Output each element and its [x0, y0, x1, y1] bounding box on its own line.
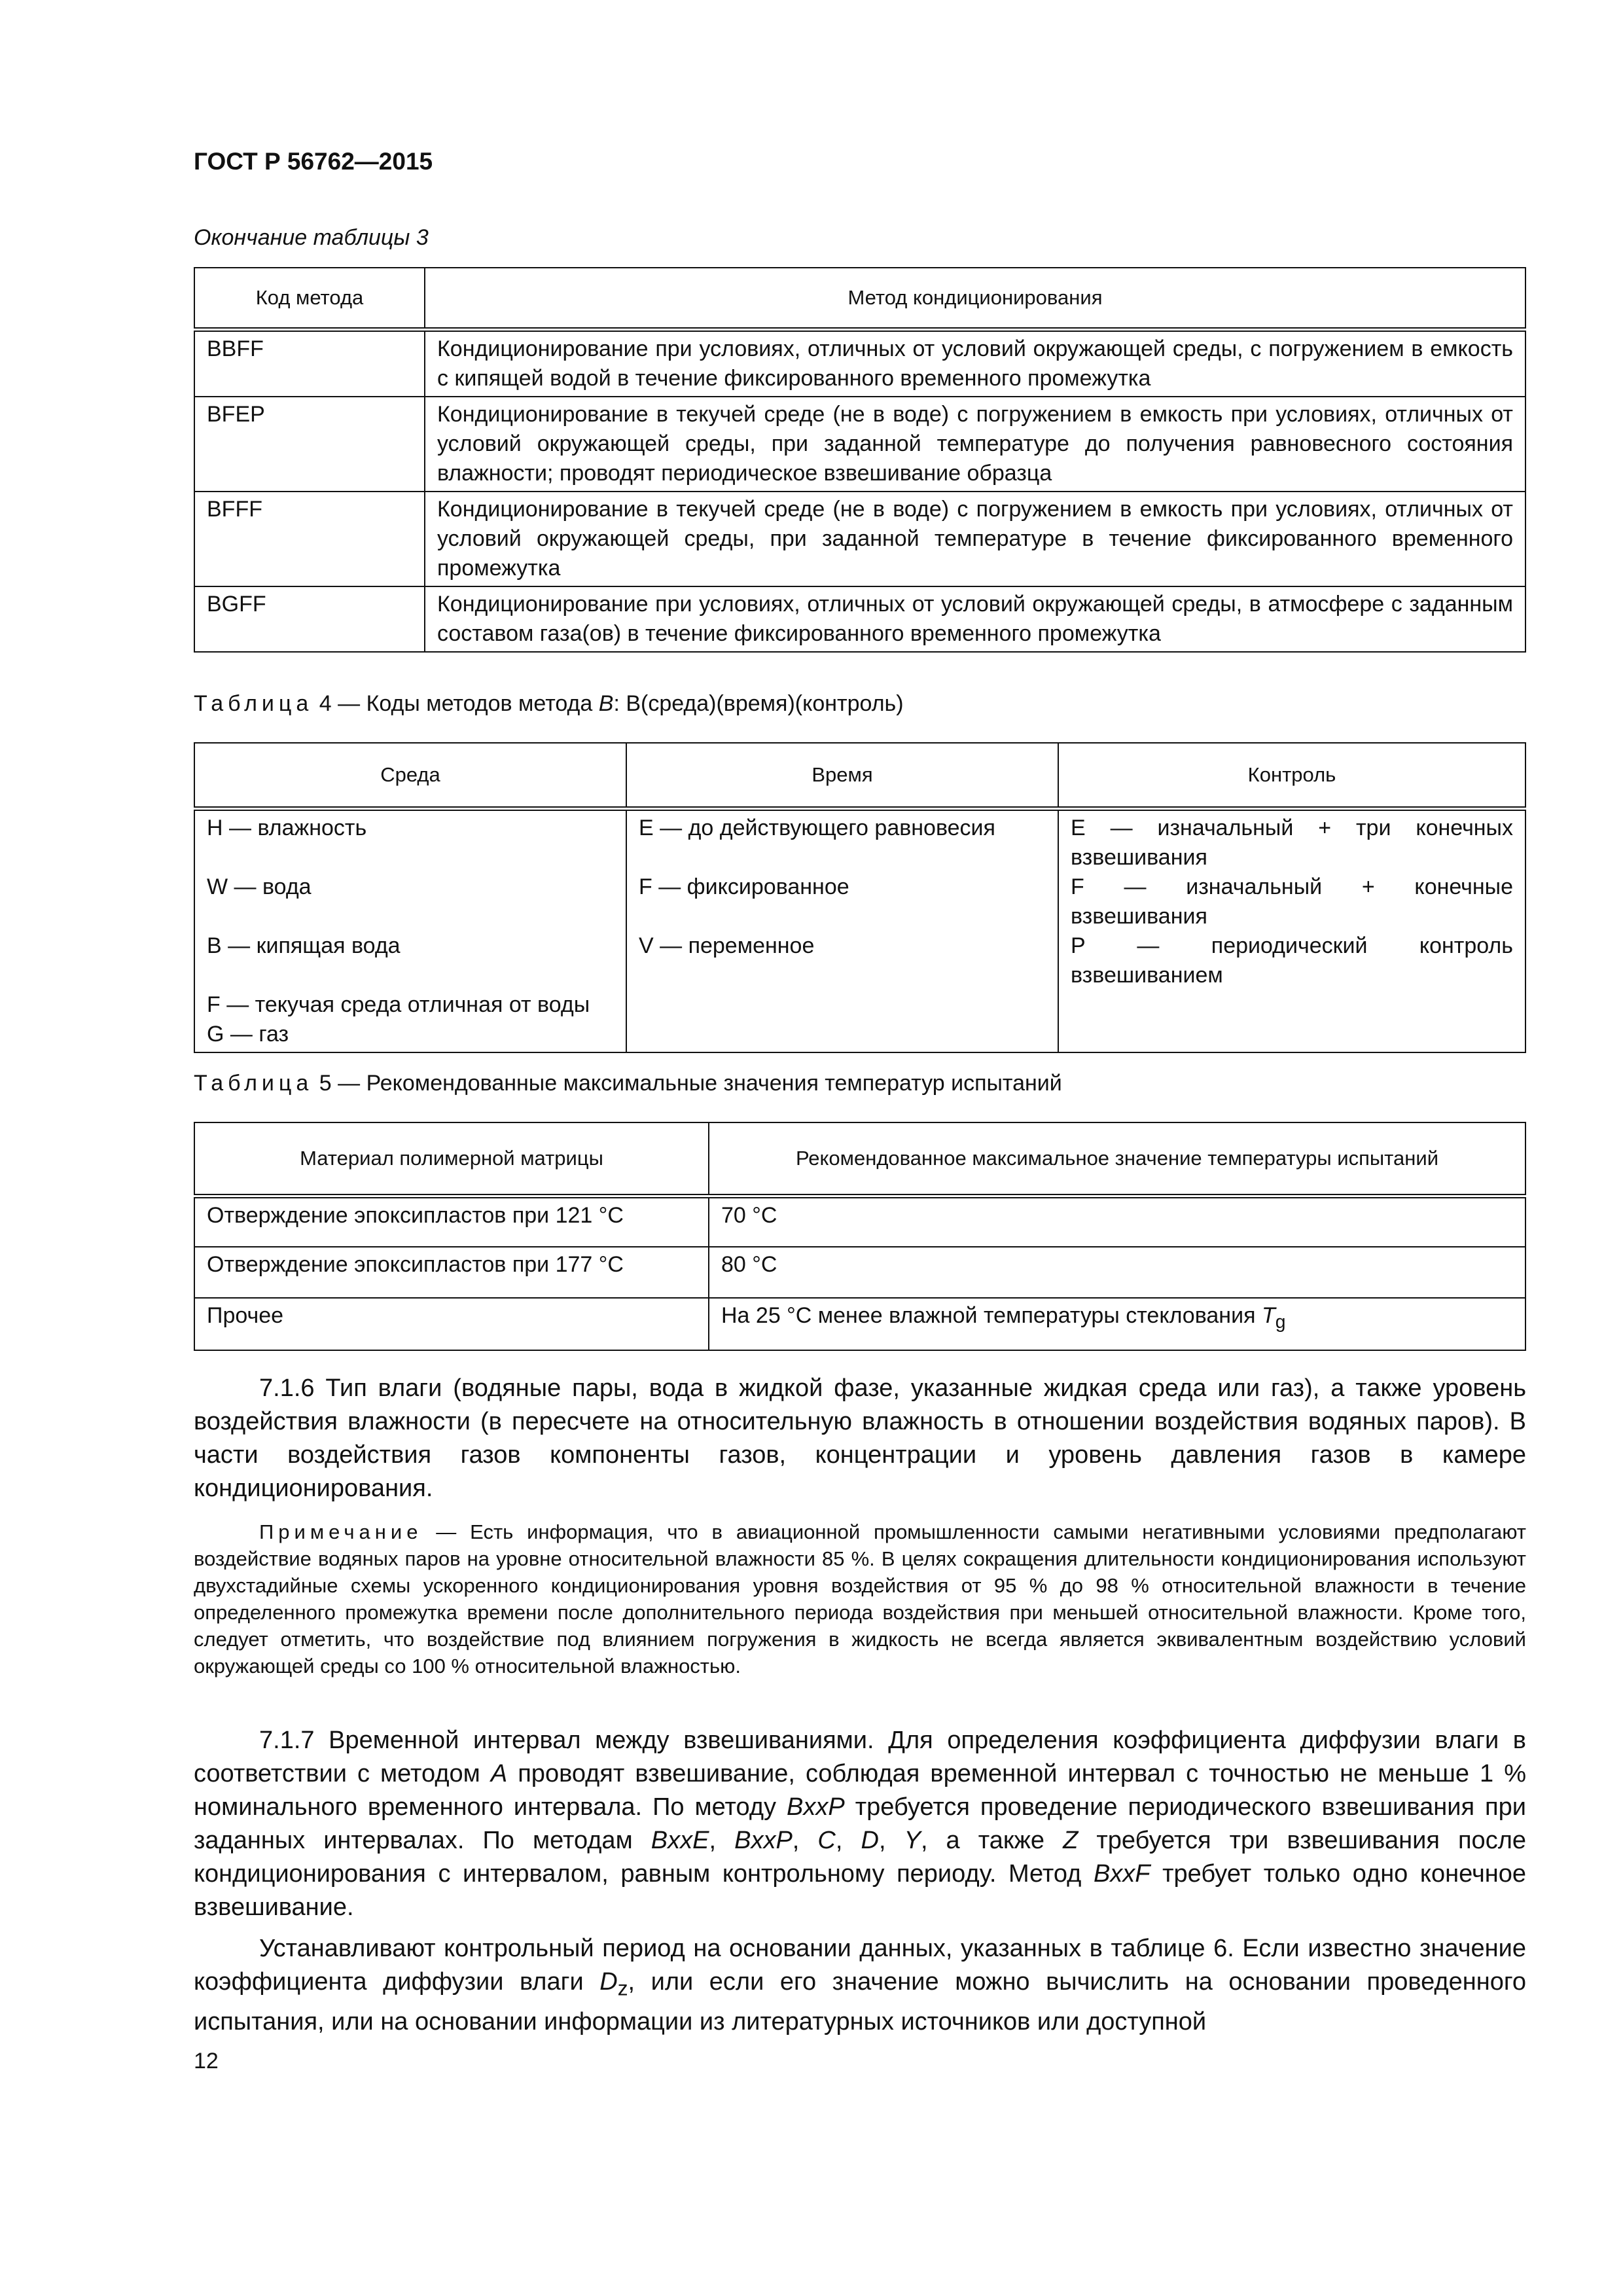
standard-code: ГОСТ Р 56762—2015: [194, 148, 433, 175]
medium-item: H — влажность: [207, 815, 367, 840]
table4-caption: [194, 691, 904, 717]
table-row: [194, 1298, 1525, 1350]
table3-desc: Кондиционирование при условиях, отличных от условий окружающей среды, в атмосфере с заданным составом газа(ов) в течение фиксированного временного промежутка: [425, 586, 1525, 652]
table-4: [194, 742, 1526, 1053]
table3-header-method: Метод кондиционирования: [425, 268, 1525, 329]
control-item: E — изначальный + три конечных взвешивания: [1071, 815, 1513, 870]
table3-code: BGFF: [194, 586, 425, 652]
table5-title: — Рекомендованные максимальные значения температур испытаний: [331, 1071, 1062, 1096]
table5-temp: 70 °С: [709, 1196, 1525, 1247]
table-row: [194, 1196, 1525, 1247]
table3-desc: Кондиционирование при условиях, отличных от условий окружающей среды, с погружением в емкость с кипящей водой в течение фиксированного временного промежутка: [425, 329, 1525, 397]
table5-header-material: Материал полимерной матрицы: [194, 1122, 709, 1196]
table-row: [194, 586, 1525, 652]
table-row: [194, 397, 1525, 492]
control-period-paragraph: [194, 1932, 1526, 2039]
table5-material: Отверждение эпоксипластов при 177 °С: [194, 1247, 709, 1298]
table-number: 4: [319, 691, 332, 716]
method-symbol: BxxF: [1093, 1860, 1150, 1888]
text-run: ,: [792, 1827, 818, 1854]
table4-medium-cell: [194, 808, 626, 1052]
table3-continuation-caption: Окончание таблицы 3: [194, 225, 429, 250]
table3-header-code: Код метода: [194, 268, 425, 329]
tg-symbol: T: [1261, 1303, 1275, 1328]
table4-header-control: Контроль: [1058, 743, 1525, 808]
table3-code: BFEP: [194, 397, 425, 492]
text-run: Устанавливают контрольный период на основании данных, указанных в таблице 6. Если известно значение коэффициента диффузии влаги: [194, 1935, 1526, 1996]
table3-desc: Кондиционирование в текучей среде (не в воде) с погружением в емкость при условиях, отличных от условий окружающей среды, при заданной температуре до получения равновесного состояния влажности; проводят периодическое взвешивание образца: [425, 397, 1525, 492]
table-number: 5: [319, 1071, 332, 1096]
section-7-1-7: [194, 1724, 1526, 1924]
table-5: [194, 1122, 1526, 1351]
page-number: 12: [194, 2049, 219, 2073]
table-3: [194, 267, 1526, 653]
note-text: — Есть информация, что в авиационной промышленности самыми негативными условиями предполагают воздействие водяных паров на уровне относительной влажности 85 %. В целях сокращения длительности кондиционирования используют двухстадийные схемы ускоренного кондиционирования уровня воздействия от 95 % до 98 % относительной влажности в течение определенного промежутка времени после дополнительного периода воздействия при меньшей относительной влажности. Кроме того, следует отметить, что воздействие под влиянием погружения в жидкость не всегда является эквивалентным воздействию условий окружающей среды со 100 % относительной влажностью.: [194, 1520, 1526, 1677]
control-item: P — периодический контроль взвешиванием: [1071, 933, 1513, 988]
text-run: , а также: [920, 1827, 1063, 1854]
table4-control-cell: [1058, 808, 1525, 1052]
table4-header-medium: Среда: [194, 743, 626, 808]
medium-item: B — кипящая вода: [207, 933, 401, 958]
text-run: , или если его значение можно вычислить на основании проведенного испытания, или на основании информации из литературных источников или доступной: [194, 1968, 1526, 2036]
medium-item: W — вода: [207, 874, 312, 899]
table-row: [194, 1247, 1525, 1298]
table-row: [194, 329, 1525, 397]
table5-caption: [194, 1071, 1062, 1096]
text-run: 7.1.7 Временной интервал между взвешиваниями. Для определения коэффициента диффузии влаги в соответствии с методом: [194, 1727, 1526, 1787]
time-item: E — до действующего равновесия: [639, 815, 995, 840]
method-symbol: B: [598, 691, 614, 716]
table3-code: BFFF: [194, 492, 425, 586]
table4-title: — Коды методов метода: [331, 691, 599, 716]
method-symbol: BxxP: [787, 1793, 845, 1821]
table-row: [194, 492, 1525, 586]
text-run: проводят взвешивание, соблюдая временной интервал с точностью не меньше 1 % номинального временного интервала. По методу: [194, 1760, 1526, 1821]
table4-time-cell: [626, 808, 1058, 1052]
table5-header-temp: Рекомендованное максимальное значение температуры испытаний: [709, 1122, 1525, 1196]
text-run: требуется три взвешивания после кондиционирования с интервалом, равным контрольному периоду. Метод: [194, 1827, 1526, 1888]
text-run: ,: [835, 1827, 861, 1854]
method-symbol: C: [817, 1827, 836, 1854]
table5-material: Отверждение эпоксипластов при 121 °С: [194, 1196, 709, 1247]
note: [194, 1518, 1526, 1679]
method-symbol: A: [490, 1760, 508, 1787]
note-label: Примечание: [259, 1520, 423, 1543]
table-row: [194, 808, 1525, 1052]
method-symbol: BxxP: [734, 1827, 793, 1854]
text-run: требует только одно конечное взвешивание.: [194, 1860, 1526, 1921]
table3-desc: Кондиционирование в текучей среде (не в воде) с погружением в емкость при условиях, отличных от условий окружающей среды, при заданной температуре в течение фиксированного временного промежутка: [425, 492, 1525, 586]
table-label: Таблица: [194, 1071, 313, 1096]
table5-material: Прочее: [194, 1298, 709, 1350]
table4-title-end: : B(среда)(время)(контроль): [613, 691, 904, 716]
table-label: Таблица: [194, 691, 313, 716]
table5-temp-text: На 25 °С менее влажной температуры стеклования: [721, 1303, 1262, 1328]
medium-item: F — текучая среда отличная от воды: [207, 992, 590, 1017]
method-symbol: Z: [1063, 1827, 1079, 1854]
table5-temp: [709, 1298, 1525, 1350]
method-symbol: D: [861, 1827, 879, 1854]
tg-subscript: g: [1275, 1311, 1286, 1333]
medium-item: G — газ: [207, 1021, 289, 1047]
table3-code: BBFF: [194, 329, 425, 397]
table5-temp: 80 °С: [709, 1247, 1525, 1298]
text-run: требуется проведение периодического взвешивания при заданных интервалах. По методам: [194, 1793, 1526, 1854]
method-symbol: Y: [904, 1827, 921, 1854]
time-item: F — фиксированное: [639, 874, 849, 899]
dz-symbol: D: [599, 1968, 618, 1996]
method-symbol: BxxE: [651, 1827, 709, 1854]
time-item: V — переменное: [639, 933, 815, 958]
section-7-1-6: 7.1.6 Тип влаги (водяные пары, вода в жидкой фазе, указанные жидкая среда или газ), а также уровень воздействия влажности (в пересчете на относительную влажность в отношении воздействия водяных паров). В части воздействия газов компоненты газов, концентрации и уровень давления газов в камере кондиционирования.: [194, 1374, 1526, 1502]
table4-header-time: Время: [626, 743, 1058, 808]
text-run: ,: [878, 1827, 904, 1854]
control-item: F — изначальный + конечные взвешивания: [1071, 874, 1513, 929]
dz-subscript: z: [617, 1976, 628, 2000]
text-run: ,: [709, 1827, 735, 1854]
